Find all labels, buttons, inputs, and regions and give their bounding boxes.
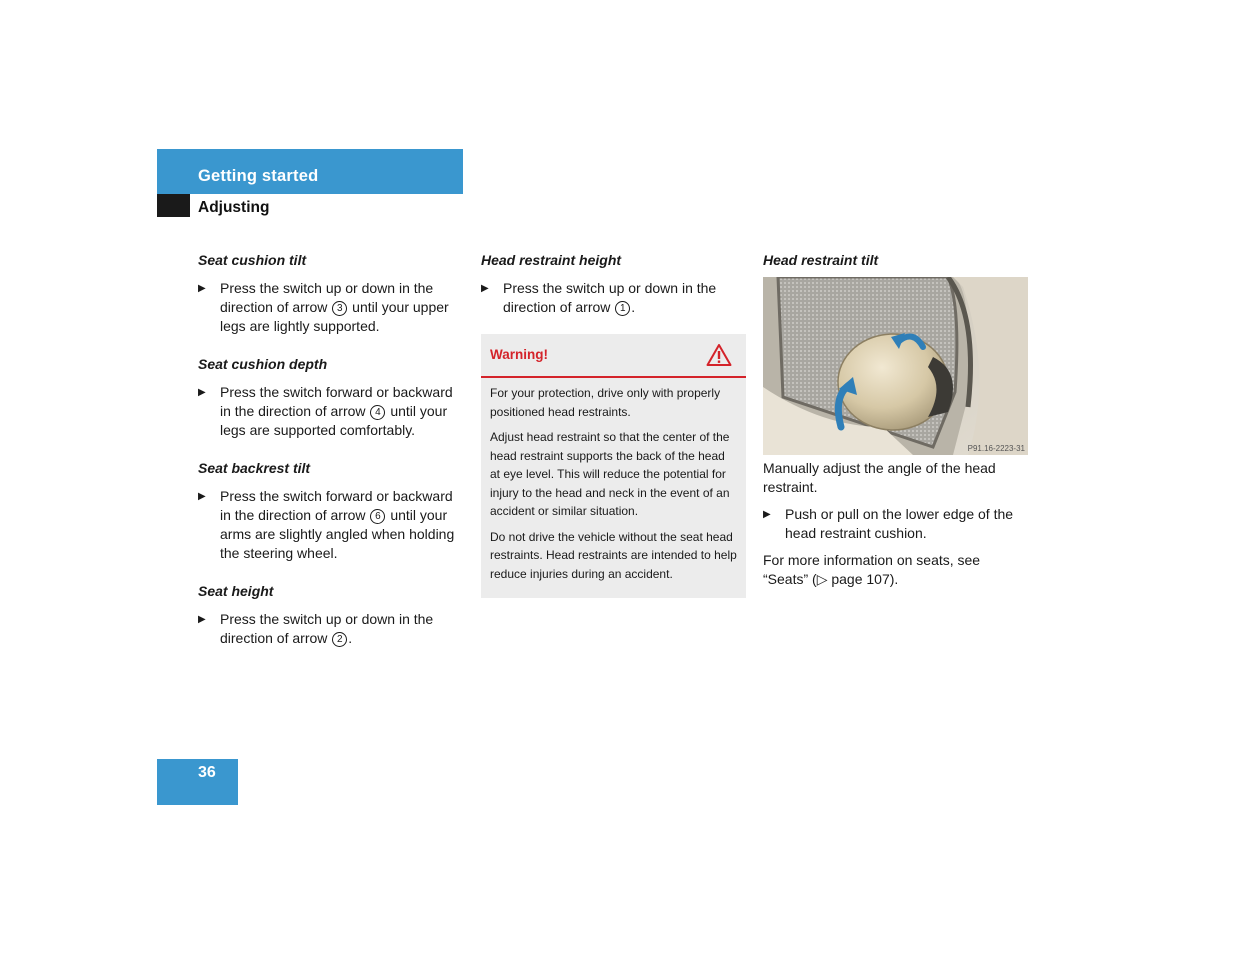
warning-paragraph: Do not drive the vehicle without the seat head restraints. Head restraints are intended to help reduce injuries during an accident.: [490, 529, 737, 581]
head-restraint-photo: [763, 277, 1028, 455]
page-number: 36: [198, 764, 216, 781]
bullet-arrow-icon: ▶: [198, 387, 206, 398]
bullet-arrow-icon: ▶: [198, 614, 206, 625]
arrow-number-badge: 3: [332, 301, 347, 316]
bullet-arrow-icon: ▶: [763, 509, 771, 520]
arrow-number-badge: 2: [332, 632, 347, 647]
warning-header: [481, 334, 746, 378]
section-heading: Seat cushion tilt: [198, 252, 307, 268]
bullet-arrow-icon: ▶: [481, 283, 489, 294]
section-heading: Head restraint tilt: [763, 252, 879, 268]
warning-title: Warning!: [490, 347, 548, 362]
middle-column: [481, 250, 746, 598]
seat-height-block: [198, 581, 460, 648]
right-column: [763, 250, 1029, 589]
warning-box: [481, 334, 746, 598]
figure-caption: Manually adjust the angle of the head restraint.: [763, 460, 996, 495]
bullet-arrow-icon: ▶: [198, 491, 206, 502]
left-column: [198, 250, 460, 648]
seat-cushion-tilt-block: [198, 250, 460, 336]
arrow-number-badge: 4: [370, 405, 385, 420]
instruction-step: ▶ Press the switch forward or backward in the direction of arrow 4 until your legs are supported comfortably.: [198, 384, 453, 438]
warning-triangle-icon: [706, 343, 732, 372]
instruction-step: ▶ Press the switch up or down in the direction of arrow 1 .: [481, 280, 717, 315]
bullet-arrow-icon: ▶: [198, 283, 206, 294]
instruction-step: ▶ Press the switch up or down in the direction of arrow 2 .: [198, 611, 434, 646]
arrow-number-badge: 6: [370, 509, 385, 524]
seat-backrest-tilt-block: [198, 458, 460, 563]
more-info-text: For more information on seats, see “Seats” (▷ page 107).: [763, 552, 981, 587]
chapter-title: Getting started: [198, 167, 319, 185]
warning-paragraph: Adjust head restraint so that the center of the head restraint supports the back of the head at eye level. This will reduce the potential for injury to the head and neck in the event of an accident or similar situation.: [490, 430, 730, 518]
warning-paragraph: For your protection, drive only with properly positioned head restraints.: [490, 386, 721, 419]
figure-code: P91.16-2223-31: [967, 444, 1025, 453]
section-heading: Seat cushion depth: [198, 356, 328, 372]
page-reference-icon: ▷: [816, 571, 828, 587]
section-heading: Seat backrest tilt: [198, 460, 311, 476]
arrow-number-badge: 1: [615, 301, 630, 316]
instruction-step: ▶ Press the switch up or down in the direction of arrow 3 until your upper legs are lightly supported.: [198, 280, 449, 334]
seat-cushion-depth-block: [198, 354, 460, 440]
section-title: Adjusting: [198, 199, 270, 216]
section-heading: Head restraint height: [481, 252, 622, 268]
instruction-step: ▶ Push or pull on the lower edge of the head restraint cushion.: [763, 506, 1014, 541]
warning-body: [481, 378, 746, 583]
section-marker: [157, 194, 190, 217]
section-heading: Seat height: [198, 583, 274, 599]
instruction-step: ▶ Press the switch forward or backward in the direction of arrow 6 until your arms are slightly angled when holding the steering wheel.: [198, 488, 455, 561]
